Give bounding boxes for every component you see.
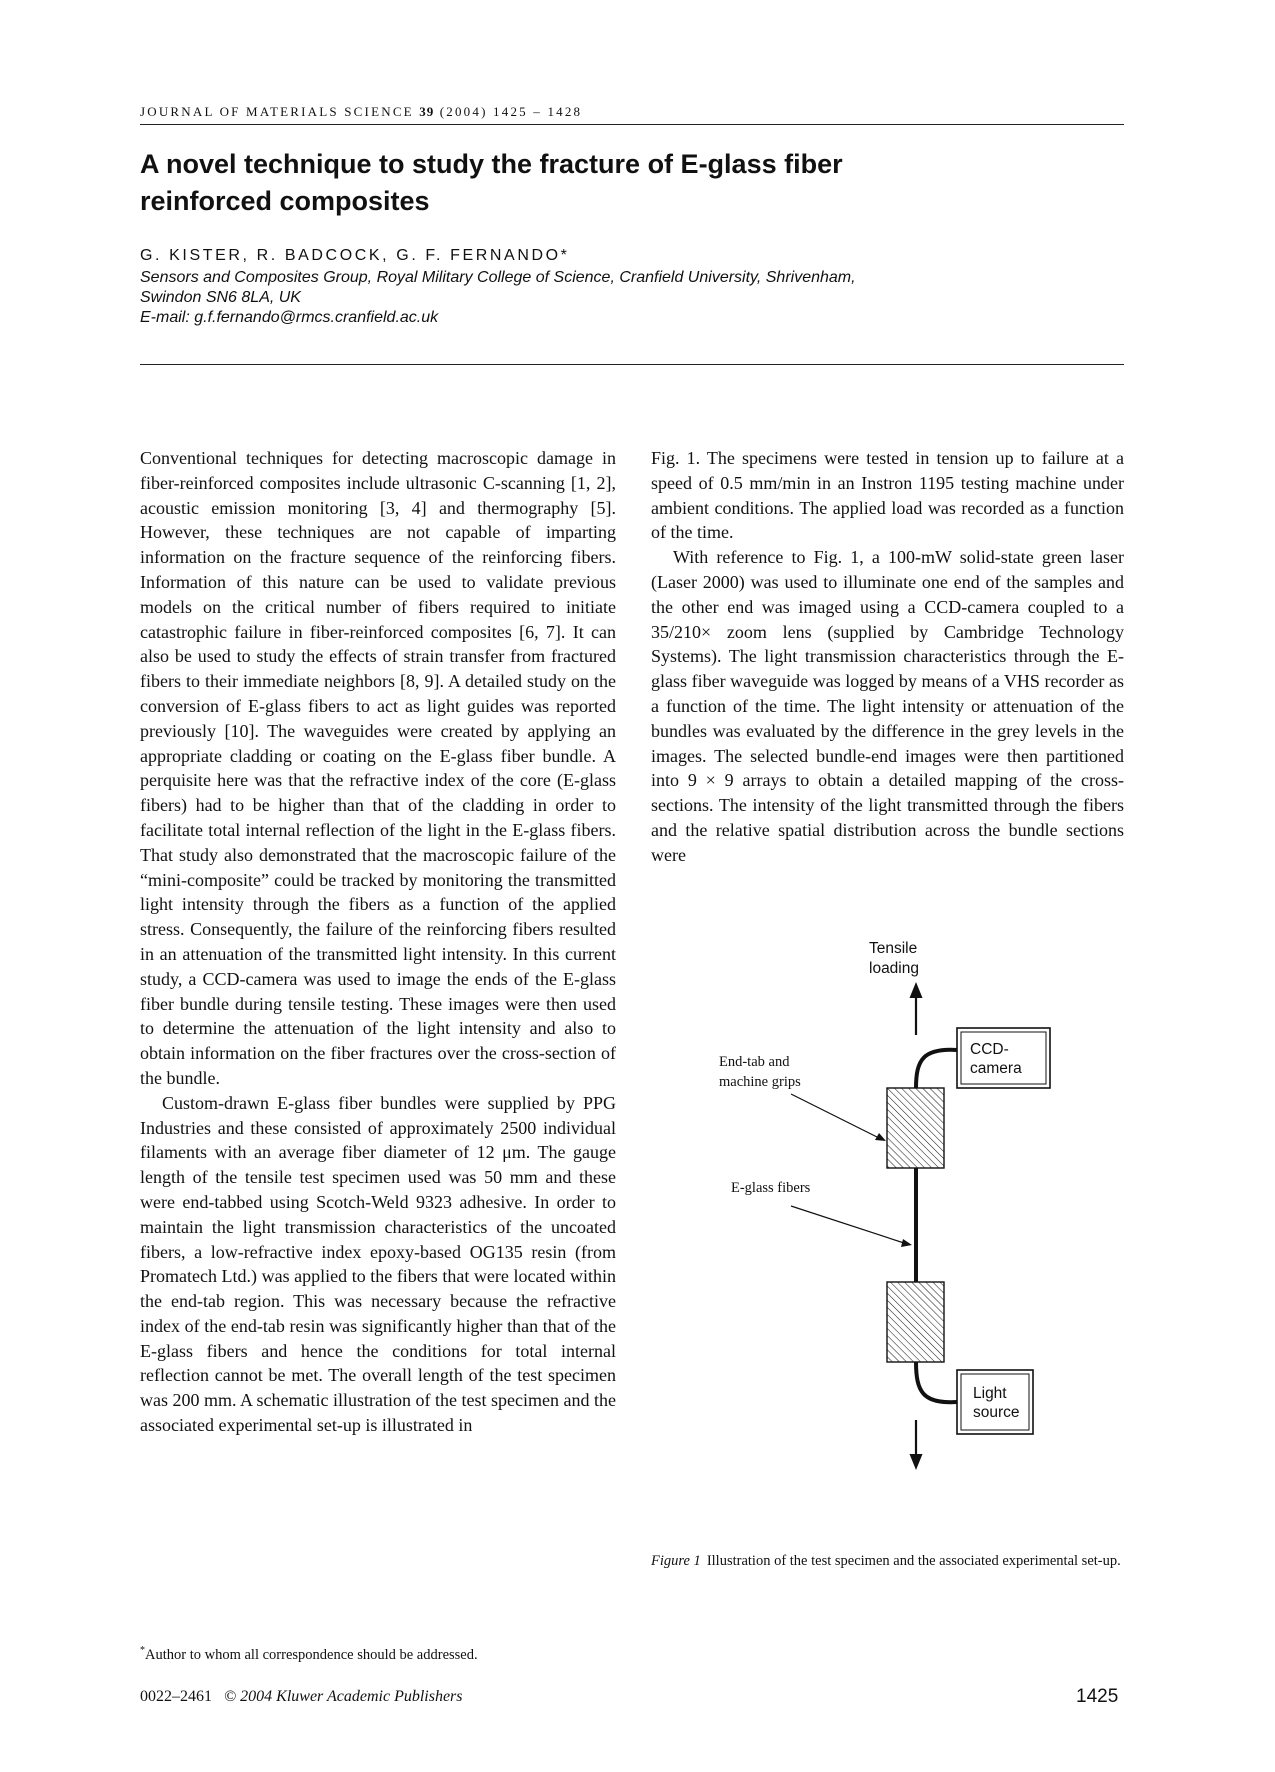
fiber-lead-bottom <box>916 1362 957 1402</box>
end-tab-label: End-tab and <box>719 1054 790 1070</box>
title-block-rule <box>140 364 1124 365</box>
footnote <box>140 1645 478 1664</box>
page-number: 1425 <box>1076 1686 1119 1707</box>
journal-volume: 39 <box>419 104 435 119</box>
ccd-camera-box <box>957 1028 1050 1088</box>
up-arrow-icon <box>910 982 923 1035</box>
test-specimen-schematic <box>651 930 1124 1550</box>
down-arrow-icon <box>910 1420 923 1470</box>
affiliation-line: Sensors and Composites Group, Royal Military College of Science, Cranfield University, Shrivenham, <box>140 269 856 286</box>
journal-name: JOURNAL OF MATERIALS SCIENCE <box>140 104 414 119</box>
footnote-text: Author to whom all correspondence should be addressed. <box>145 1646 478 1663</box>
header-rule <box>140 124 1124 125</box>
copyright-notice: © 2004 Kluwer Academic Publishers <box>224 1688 463 1705</box>
light-source-label: Light <box>973 1385 1007 1402</box>
e-glass-fibers-label: E-glass fibers <box>731 1180 811 1196</box>
body-paragraph: Custom-drawn E-glass fiber bundles were supplied by PPG Industries and these consisted of approximately 2500 individual filaments with an average fiber diameter of 12 μm. The gauge length of the tensile test specimen used was 50 mm and these were end-tabbed using Scotch-Weld 9323 adhesive. In order to maintain the light transmission characteristics of the uncoated fibers, a low-refractive index epoxy-based OG135 resin (from Promatech Ltd.) was applied to the fibers that were located within the end-tab region. This was necessary because the refractive index of the end-tab resin was significantly higher than that of the E-glass fibers and hence the conditions for total internal reflection cannot be met. The overall length of the test specimen was 200 mm. A schematic illustration of the test specimen and the associated experimental set-up is illustrated in <box>140 1092 616 1436</box>
end-tab-bottom <box>887 1282 944 1362</box>
footnote-mark: * <box>140 1645 145 1656</box>
fiber-lead-top <box>916 1050 957 1088</box>
body-column-left <box>140 446 616 1438</box>
tensile-loading-label: loading <box>869 960 919 977</box>
article-title: A novel technique to study the fracture of E-glass fiber reinforced composites <box>140 149 843 216</box>
body-paragraph: With reference to Fig. 1, a 100-mW solid-state green laser (Laser 2000) was used to illuminate one end of the samples and the other end was imaged using a CCD-camera coupled to a 35/210× zoom lens (supplied by Cambridge Technology Systems). The light transmission characteristics through the E-glass fiber waveguide was logged by means of a VHS recorder as a function of the time. The light intensity or attenuation of the bundles was evaluated by the difference in the grey levels in the images. The selected bundle-end images were then partitioned into 9 × 9 arrays to obtain a detailed mapping of the cross-sections. The intensity of the light transmitted through the fibers and the relative spatial distribution across the bundle sections were <box>651 547 1124 865</box>
ccd-camera-label: CCD- <box>970 1041 1009 1058</box>
e-glass-fibers-pointer-arrow-icon <box>791 1206 912 1247</box>
end-tab-label: machine grips <box>719 1074 801 1090</box>
figure-1 <box>651 930 1124 1550</box>
affiliation-line: Swindon SN6 8LA, UK <box>140 289 301 306</box>
journal-year-pages: (2004) 1425 – 1428 <box>439 104 583 119</box>
issn-number: 0022–2461 <box>140 1688 212 1705</box>
tensile-loading-label: Tensile <box>869 940 918 957</box>
end-tab-top <box>887 1088 944 1168</box>
ccd-camera-label: camera <box>970 1060 1022 1077</box>
light-source-label: source <box>973 1404 1020 1421</box>
light-source-box <box>957 1370 1033 1434</box>
author-list: G. KISTER, R. BADCOCK, G. F. FERNANDO* <box>140 247 570 264</box>
figure-caption <box>651 1551 1124 1572</box>
figure-caption-label: Figure 1 <box>651 1553 701 1569</box>
end-tab-pointer-arrow-icon <box>791 1094 886 1141</box>
affiliation <box>140 268 1120 328</box>
author-email[interactable]: E-mail: g.f.fernando@rmcs.cranfield.ac.uk <box>140 309 439 326</box>
running-head <box>140 104 1120 120</box>
issn-line <box>140 1688 463 1706</box>
body-paragraph: Fig. 1. The specimens were tested in tension up to failure at a speed of 0.5 mm/min in an Instron 1195 testing machine under ambient conditions. The applied load was recorded as a function of the time. <box>651 448 1124 543</box>
body-column-right <box>651 446 1124 868</box>
body-paragraph: Conventional techniques for detecting macroscopic damage in fiber-reinforced composites include ultrasonic C-scanning [1, 2], acoustic emission monitoring [3, 4] and thermography [5]. However, these techniques are not capable of imparting information on the fracture sequence of the reinforcing fibers. Information of this nature can be used to validate previous models on the critical number of fibers required to initiate catastrophic failure in fiber-reinforced composites [6, 7]. It can also be used to study the effects of strain transfer from fractured fibers to their immediate neighbors [8, 9]. A detailed study on the conversion of E-glass fibers to act as light guides was reported previously [10]. The waveguides were created by applying an appropriate cladding or coating on the E-glass fiber bundle. A perquisite here was that the refractive index of the core (E-glass fibers) had to be higher than that of the cladding in order to facilitate total internal reflection of the light in the E-glass fibers. That study also demonstrated that the macroscopic failure of the “mini-composite” could be tracked by monitoring the transmitted light intensity through the fibers as a function of the applied stress. Consequently, the failure of the reinforcing fibers resulted in an attenuation of the transmitted light intensity. In this current study, a CCD-camera was used to image the ends of the E-glass fiber bundle during tensile testing. These images were then used to determine the attenuation of the light intensity and also to obtain information on the fiber fractures over the cross-section of the bundle. <box>140 448 616 1088</box>
figure-caption-text: Illustration of the test specimen and the associated experimental set-up. <box>706 1553 1121 1569</box>
